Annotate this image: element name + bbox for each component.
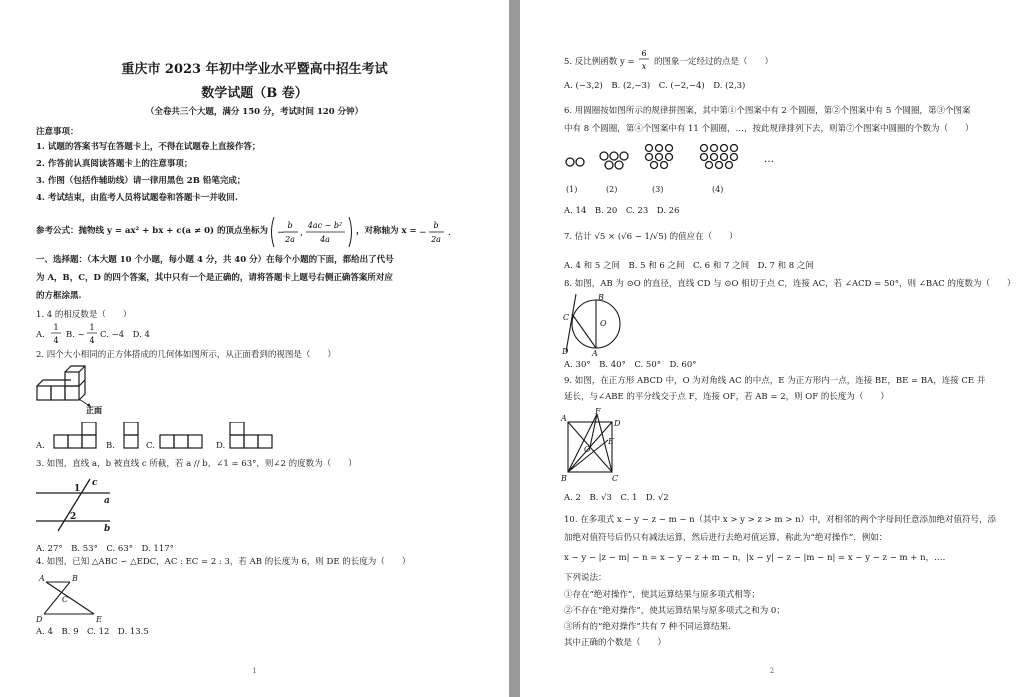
- q2-view-d: [228, 422, 276, 450]
- q6-circle-patterns-figure: [564, 138, 804, 196]
- q3-stem: 3. 如图，直线 a，b 被直线 c 所截，若 a // b，∠1 = 63°，则∠2 的度数为（ ）: [36, 459, 357, 469]
- q4-label-b: B: [72, 574, 78, 583]
- q8-options: A. 30° B. 40° C. 50° D. 60°: [564, 360, 697, 370]
- numerator: 1: [89, 323, 95, 332]
- q2-option-a: A.: [36, 441, 45, 451]
- vertex-x-denominator: 2a: [285, 235, 295, 244]
- q8-label-b: B: [598, 293, 604, 302]
- q5-options: A. (−3,2) B. (2,−3) C. (−2,−4) D. (2,3): [564, 81, 746, 91]
- axis-formula: [418, 215, 458, 249]
- axis-numerator: b: [433, 221, 439, 230]
- q6-label-2: (2): [606, 185, 618, 194]
- q4-label-e: E: [96, 615, 102, 624]
- q10-example: x − y − |z − m| − n = x − y − z + m − n，|x − y| − z − |m − n| = x − y − z − m + n，…．: [564, 553, 952, 563]
- q6-options: A. 14 B. 20 C. 23 D. 26: [564, 206, 680, 216]
- q8-label-a: A: [592, 349, 598, 356]
- formula-lead: 参考公式：抛物线 y = ax² + bx + c(a ≠ 0) 的顶点坐标为: [36, 226, 268, 236]
- q1-options-cd: C. −4 D. 4: [100, 330, 150, 340]
- page-gutter: [509, 0, 520, 697]
- q5-stem-pre: 5. 反比例函数 y =: [564, 57, 635, 67]
- q9-label-a: A: [561, 414, 567, 423]
- q2-view-c: [158, 422, 206, 450]
- q6-ellipsis: …: [764, 154, 774, 165]
- q1-stem: 1. 4 的相反数是（ ）: [36, 310, 132, 320]
- q10-question: 其中正确的个数是（ ）: [564, 638, 667, 648]
- exam-info: （全卷共三个大题，满分 150 分，考试时间 120 分钟）: [145, 107, 364, 117]
- note-4: 4. 考试结束，由监考人员将试题卷和答题卡一并收回.: [36, 193, 238, 203]
- q4-options: A. 4 B. 9 C. 12 D. 13.5: [36, 627, 149, 637]
- q1-option-b: B. −: [66, 330, 85, 340]
- note-2: 2. 作答前认真阅读答题卡上的注意事项；: [36, 159, 193, 169]
- q9-label-e: E: [608, 437, 614, 446]
- q3-angle-1: 1: [74, 484, 81, 494]
- q9-label-b: B: [561, 474, 567, 483]
- q8-label-c: C: [563, 313, 570, 322]
- numerator: 6: [641, 49, 647, 58]
- q4-label-d: D: [36, 615, 43, 624]
- q2-cube-solid-figure: [34, 364, 114, 416]
- exam-page-2: [520, 0, 1024, 697]
- q4-label-c: C: [62, 595, 69, 604]
- q6-stem-line-2: 中有 8 个圆圈，第④个图案中有 11 个圆圈，…，按此规律排列下去，则第⑦个图案中圆圈的个数为（ ）: [564, 124, 974, 134]
- note-1: 1. 试题的答案书写在答题卡上，不得在试题卷上直接作答；: [36, 142, 261, 152]
- exam-title: 重庆市 2023 年初中学业水平暨高中招生考试: [121, 62, 388, 77]
- denominator: 4: [53, 336, 59, 345]
- q9-label-d: D: [614, 419, 621, 428]
- q2-option-c: C.: [146, 441, 155, 451]
- q10-statement-2: ②不存在“绝对操作”，使其运算结果与原多项式之和为 0；: [564, 606, 785, 616]
- q9-stem-line-2: 延长，与∠ABE 的平分线交于点 F，连接 OF，若 AB = 2，则 OF 的长度为（ ）: [564, 392, 889, 402]
- q9-label-o: O: [584, 445, 591, 454]
- q8-label-d: D: [562, 347, 569, 356]
- q2-view-b: [122, 422, 142, 450]
- q10-statements-heading: 下列说法：: [564, 573, 607, 583]
- q3-label-b: b: [104, 524, 111, 533]
- q1-fraction-a: [50, 320, 62, 348]
- q8-label-o: O: [600, 319, 607, 328]
- q1-fraction-b: [86, 320, 98, 348]
- minus-sign: −: [277, 228, 285, 238]
- denominator: x: [641, 62, 647, 71]
- page-number-2: 2: [769, 667, 775, 675]
- q6-stem-line-1: 6. 用圆圈按如图所示的规律拼图案，其中第①个图案中有 2 个圆圈，第②个图案中有 5 个圆圈，第③个图案: [564, 106, 971, 116]
- q7-stem: 7. 估计 √5 × (√6 − 1/√5) 的值应在（ ）: [564, 232, 738, 242]
- page-number-1: 1: [252, 667, 257, 675]
- q10-stem-line-1: 10. 在多项式 x − y − z − m − n（其中 x > y > z > m > n）中，对相邻的两个字母间任意添加绝对值符号，添: [564, 515, 997, 525]
- vertex-y-denominator: 4a: [320, 235, 330, 244]
- exam-page-1: [0, 0, 509, 697]
- q9-label-c: C: [612, 474, 619, 483]
- q6-label-1: (1): [566, 185, 578, 194]
- q2-front-label: 正面: [86, 405, 102, 415]
- section1-line-1: 一、选择题：（本大题 10 个小题，每小题 4 分，共 40 分）在每个小题的下面，都给出了代号: [36, 255, 394, 265]
- q6-label-3: (3): [652, 185, 664, 194]
- section1-line-2: 为 A，B，C，D 的四个答案，其中只有一个是正确的，请将答题卡上题号右侧正确答案所对应: [36, 273, 393, 283]
- vertex-y-numerator: 4ac − b²: [307, 221, 343, 230]
- q4-similar-triangles-figure: [34, 572, 110, 624]
- notes-heading: 注意事项：: [36, 127, 79, 137]
- q3-options: A. 27° B. 53° C. 63° D. 117°: [36, 544, 174, 554]
- formula-axis-text: ，对称轴为 x =: [356, 226, 417, 236]
- q9-label-f: F: [595, 408, 601, 416]
- axis-denominator: 2a: [431, 235, 441, 244]
- svg-text:,: ,: [300, 228, 303, 238]
- q2-option-b: B.: [106, 441, 115, 451]
- exam-subtitle: 数学试题（B 卷）: [201, 86, 308, 101]
- q8-circle-tangent-figure: [560, 292, 632, 356]
- q3-parallel-lines-figure: [34, 473, 122, 533]
- period: .: [448, 228, 451, 238]
- denominator: 4: [89, 336, 95, 345]
- q1-option-a: A.: [36, 330, 45, 340]
- q5-fraction: [638, 46, 650, 76]
- q7-options: A. 4 和 5 之间 B. 5 和 6 之间 C. 6 和 7 之间 D. 7 和 8 之间: [564, 261, 814, 271]
- q3-label-c: c: [92, 478, 98, 488]
- q2-stem: 2. 四个大小相同的正方体搭成的几何体如图所示，从正面看到的视图是（ ）: [36, 350, 336, 360]
- q8-stem: 8. 如图，AB 为 ⊙O 的直径，直线 CD 与 ⊙O 相切于点 C，连接 AC，若 ∠ACD = 50°，则 ∠BAC 的度数为（ ）: [564, 279, 1016, 289]
- q5-stem-post: 的图象一定经过的点是（ ）: [654, 57, 774, 67]
- q10-statement-3: ③所有的“绝对操作”共有 7 种不同运算结果.: [564, 622, 731, 632]
- section1-line-3: 的方框涂黑.: [36, 291, 82, 301]
- vertex-x-numerator: b: [287, 221, 293, 230]
- q6-label-4: (4): [712, 185, 724, 194]
- numerator: 1: [53, 323, 59, 332]
- note-3: 3. 作图（包括作辅助线）请一律用黑色 2B 铅笔完成；: [36, 176, 246, 186]
- minus-sign: −: [419, 228, 427, 238]
- q2-option-d: D.: [216, 441, 226, 451]
- q10-statement-1: ①存在“绝对操作”，使其运算结果与原多项式相等；: [564, 590, 760, 600]
- q9-options: A. 2 B. √3 C. 1 D. √2: [564, 493, 669, 503]
- q10-stem-line-2: 加绝对值符号后仍只有减法运算，然后进行去绝对值运算，称此为“绝对操作”．例如：: [564, 533, 888, 543]
- q9-square-figure: [560, 408, 622, 484]
- q3-label-a: a: [104, 496, 110, 506]
- q3-angle-2: 2: [70, 512, 77, 522]
- q4-stem: 4. 如图，已知 △ABC ∽ △EDC，AC : EC = 2 : 3，若 AB 的长度为 6，则 DE 的长度为（ ）: [36, 557, 411, 567]
- q9-stem-line-1: 9. 如图，在正方形 ABCD 中，O 为对角线 AC 的中点，E 为正方形内一点，连接 BE，BE = BA，连接 CE 并: [564, 376, 986, 386]
- q2-view-a: [52, 422, 100, 450]
- q4-label-a: A: [39, 574, 45, 583]
